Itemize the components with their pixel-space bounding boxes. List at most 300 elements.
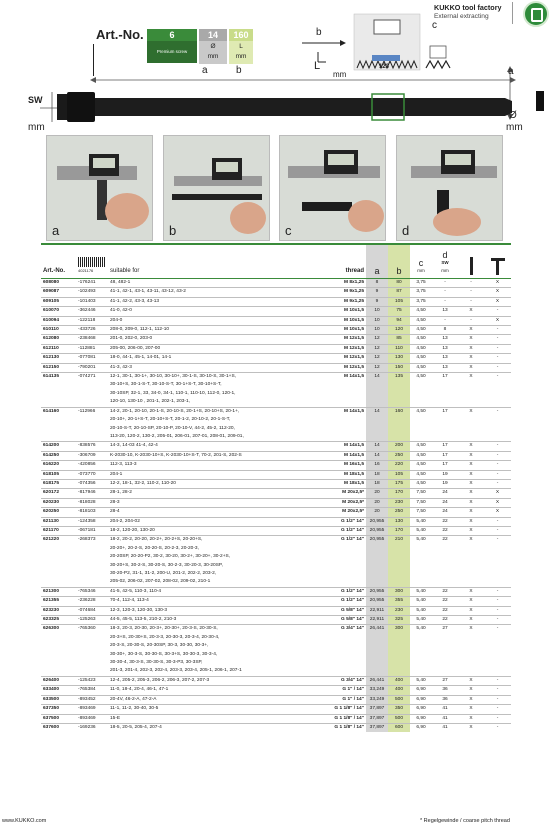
table-row <box>41 470 511 479</box>
thread-size: M 12x1,5 <box>314 344 366 353</box>
mark-handle: - <box>484 597 511 606</box>
art-number: 610070 <box>41 307 76 316</box>
ean-code: -790201 <box>76 363 108 372</box>
spacer <box>388 634 410 642</box>
spacer <box>458 398 484 407</box>
table-row <box>41 344 511 353</box>
thread-size: M 14x1,5 <box>314 373 366 382</box>
spacer <box>484 659 511 667</box>
mark-tip: X <box>458 536 484 545</box>
spacer <box>410 642 432 650</box>
footnote: * Regelgewinde / coarse pitch thread <box>420 818 510 824</box>
thread-size: G 1" / 14" <box>314 686 366 695</box>
spacer <box>388 398 410 407</box>
spacer <box>314 390 366 398</box>
suitable-for: 12-1, 30-1, 30-1+, 30-10, 30-10+, 30-1-S, 30-10-S, 30-1+S, <box>108 373 314 382</box>
table-row <box>41 307 511 316</box>
suitable-for: 30-10SP, 32-1, 33, 34-0, 34-1, 110-1, 110-10, 112-0, 120-1, <box>110 390 236 396</box>
thread-size: G 3/4" 14" <box>314 676 366 685</box>
spacer <box>432 390 458 398</box>
spacer <box>432 545 458 553</box>
ean-code: -073770 <box>76 470 108 479</box>
value-a: 20 <box>366 508 388 517</box>
spacer <box>458 381 484 389</box>
mark-handle: - <box>484 335 511 344</box>
value-b: 110 <box>388 344 410 353</box>
spacer <box>458 570 484 578</box>
art-number: 614135 <box>41 373 76 382</box>
col-d-unit: mm <box>441 268 449 273</box>
value-d: 22 <box>432 597 458 606</box>
spacer <box>484 634 511 642</box>
spacer <box>41 667 76 676</box>
suitable-for: 20-10+, 20-1+S-T, 20-10+S-T, 20-1-2, 20-10-2, 20-1-S-T, <box>110 417 231 423</box>
mark-handle: - <box>484 686 511 695</box>
value-c: 4,50 <box>410 373 432 382</box>
table-row <box>41 373 511 382</box>
spacer <box>314 667 366 676</box>
col-d-sw: SW <box>441 260 449 265</box>
art-number: 612130 <box>41 354 76 363</box>
spacer <box>76 570 108 578</box>
ean-code: -077081 <box>76 354 108 363</box>
value-a: 20,955 <box>366 517 388 526</box>
spacer <box>484 553 511 561</box>
value-b: 170 <box>388 526 410 535</box>
table-row <box>41 489 511 498</box>
table-row <box>41 479 511 488</box>
value-d: 41 <box>432 723 458 732</box>
art-number: 609105 <box>41 297 76 306</box>
table-row <box>41 326 511 335</box>
ean-code: -765346 <box>76 587 108 596</box>
artno-heading: Art.-No. <box>96 27 144 42</box>
value-b: 130 <box>388 354 410 363</box>
table-row <box>41 461 511 470</box>
mark-handle: - <box>484 606 511 615</box>
suitable-for: 14-2, 20-1, 20-10, 20-1-S, 20-10-S, 20-1+S, 20-10+S, 20-1+, <box>108 407 314 416</box>
value-d: 24 <box>432 508 458 517</box>
spacer <box>410 390 432 398</box>
value-a: 22,911 <box>366 616 388 625</box>
spacer <box>458 642 484 650</box>
spacer <box>41 570 76 578</box>
value-d: 27 <box>432 676 458 685</box>
value-b: 135 <box>388 373 410 382</box>
bolt-threaded-shaft <box>95 98 505 116</box>
value-c: 5,40 <box>410 676 432 685</box>
spacer <box>458 425 484 433</box>
table-header-row <box>41 245 511 279</box>
value-c: 4,50 <box>410 470 432 479</box>
table-row <box>41 508 511 517</box>
bolt-flange <box>57 94 67 120</box>
diameter-label: Ø <box>509 110 517 121</box>
suitable-for: 20-3-S, 20-30-S, 20-30SP, 30-3, 30-30, 30-3+, <box>110 643 209 649</box>
value-c: 7,50 <box>410 498 432 507</box>
spacer <box>41 425 76 433</box>
value-a: 20,955 <box>366 587 388 596</box>
suitable-for: 28-3 <box>108 498 314 507</box>
spacer <box>484 651 511 659</box>
ean-code: -176241 <box>76 279 108 288</box>
ean-code: -362446 <box>76 307 108 316</box>
value-d: 17 <box>432 461 458 470</box>
spacer <box>432 570 458 578</box>
ean-code: -112881 <box>76 344 108 353</box>
photo-c <box>279 135 386 241</box>
value-a: 20,955 <box>366 597 388 606</box>
value-c: 5,40 <box>410 536 432 545</box>
value-c: 4,50 <box>410 479 432 488</box>
art-number: 614160 <box>41 407 76 416</box>
spacer <box>432 642 458 650</box>
spacer <box>484 562 511 570</box>
spacer <box>366 433 388 442</box>
spacer <box>484 416 511 424</box>
value-b: 150 <box>388 363 410 372</box>
spacer <box>484 642 511 650</box>
thread-size: M 20x2,5* <box>314 508 366 517</box>
spacer <box>484 545 511 553</box>
photo-letter-d: d <box>402 223 410 238</box>
spacer <box>314 553 366 561</box>
spacer <box>366 381 388 389</box>
spacer <box>76 659 108 667</box>
mark-tip: X <box>458 676 484 685</box>
suitable-for: 20-3+S, 20-30+S, 20-3-3, 20-30-3, 20-3-4, 20-30-4, <box>110 634 220 640</box>
suitable-for: 41-5, 42-5, 110-3, 110-4 <box>108 587 314 596</box>
table-row-continuation <box>41 433 511 442</box>
spacer <box>366 642 388 650</box>
website-link[interactable]: www.KUKKO.com <box>2 818 47 824</box>
value-d: 36 <box>432 695 458 704</box>
mark-handle: - <box>484 373 511 382</box>
ean-code: -169236 <box>76 723 108 732</box>
suitable-for: 112-3, 113-3 <box>108 461 314 470</box>
spacer <box>432 425 458 433</box>
spacer <box>484 433 511 442</box>
mark-tip: X <box>458 373 484 382</box>
value-d: 22 <box>432 616 458 625</box>
mark-tip: X <box>458 508 484 517</box>
spacer <box>41 659 76 667</box>
value-b: 87 <box>388 288 410 297</box>
value-c: 4,50 <box>410 344 432 353</box>
mark-handle: - <box>484 307 511 316</box>
value-b: 80 <box>388 279 410 288</box>
thread-size: M 14x1,5 <box>314 442 366 451</box>
spacer <box>41 433 76 442</box>
spacer <box>76 642 108 650</box>
col-pointed-tip <box>458 245 484 279</box>
spacer <box>388 578 410 587</box>
size-box-b: 14 <box>199 29 227 41</box>
table-row <box>41 316 511 325</box>
mark-tip: - <box>458 279 484 288</box>
mark-tip: - <box>458 316 484 325</box>
value-d: 13 <box>432 344 458 353</box>
value-a: 12 <box>366 344 388 353</box>
thread-size: M 10x1,5 <box>314 307 366 316</box>
value-b: 220 <box>388 461 410 470</box>
value-d: 19 <box>432 479 458 488</box>
art-number: 618105 <box>41 470 76 479</box>
ean-code: -074684 <box>76 606 108 615</box>
value-c: 3,75 <box>410 288 432 297</box>
barcode-number: 4021176 <box>78 268 94 273</box>
a-label: a <box>508 66 514 77</box>
spacer <box>41 398 76 407</box>
suitable-for: 41-1, 42-1, 43-1, 43-11, 43-12, 43-2 <box>108 288 314 297</box>
spacer <box>41 545 76 553</box>
spacer <box>366 390 388 398</box>
suitable-for: 12-3, 120-3, 120-30, 130-3 <box>108 606 314 615</box>
size-box-a: 6 <box>147 29 197 41</box>
mark-tip: X <box>458 686 484 695</box>
value-c: 4,50 <box>410 316 432 325</box>
thread-size: G 1 1/8" / 14" <box>314 705 366 714</box>
spacer <box>410 425 432 433</box>
spacer <box>366 570 388 578</box>
table-row <box>41 442 511 451</box>
col-a: a <box>366 245 388 279</box>
value-c: 4,50 <box>410 363 432 372</box>
value-a: 10 <box>366 316 388 325</box>
value-b: 175 <box>388 479 410 488</box>
suitable-for: 70-4, 112-4, 113-4 <box>108 597 314 606</box>
mark-tip: - <box>458 288 484 297</box>
photo-b <box>163 135 270 241</box>
mark-handle: - <box>484 705 511 714</box>
spacer <box>76 634 108 642</box>
suitable-for: 14-3, 14-03 41-4, 42-4 <box>108 442 314 451</box>
mark-tip: X <box>458 461 484 470</box>
value-d: 17 <box>432 373 458 382</box>
spacer <box>76 433 108 442</box>
suitable-for: 48, 482-1 <box>108 279 314 288</box>
barcode-icon <box>78 257 106 267</box>
spacer <box>484 667 511 676</box>
thread-size: G 1/2" 14" <box>314 536 366 545</box>
value-a: 20 <box>366 489 388 498</box>
art-number: 612080 <box>41 335 76 344</box>
spacer <box>314 381 366 389</box>
ean-code: -433726 <box>76 326 108 335</box>
spacer <box>432 553 458 561</box>
table-row-continuation <box>41 634 511 642</box>
value-b: 300 <box>388 587 410 596</box>
col-t-handle <box>484 245 511 279</box>
art-number: 626300 <box>41 625 76 634</box>
spacer <box>458 562 484 570</box>
mark-tip: X <box>458 597 484 606</box>
suitable-for: 18-0, 44-1, 45-1, 14-01, 14-1 <box>108 354 314 363</box>
value-d: 8 <box>432 326 458 335</box>
col-c-unit: mm <box>417 268 425 273</box>
value-b: 500 <box>388 714 410 723</box>
art-number: 623230 <box>41 606 76 615</box>
thread-size: M 18x1,5 <box>314 479 366 488</box>
spacer <box>314 425 366 433</box>
mark-handle: X <box>484 279 511 288</box>
value-a: 8 <box>366 279 388 288</box>
table-row <box>41 451 511 460</box>
spacer <box>410 381 432 389</box>
table-row <box>41 597 511 606</box>
thread-size: M 20x2,5* <box>314 489 366 498</box>
value-c: 3,75 <box>410 297 432 306</box>
value-a: 37,897 <box>366 723 388 732</box>
spacer <box>432 651 458 659</box>
suitable-for: 15-E <box>108 714 314 723</box>
suitable-for: 41-1, 42-2, 43-3, 43-13 <box>108 297 314 306</box>
photo-d <box>396 135 503 241</box>
col-d <box>432 245 458 279</box>
spacer <box>458 578 484 587</box>
suitable-for: 205-02, 206-02, 207-02, 208-02, 209-02, 210-1 <box>110 579 211 585</box>
mark-handle: - <box>484 517 511 526</box>
art-number: 621130 <box>41 517 76 526</box>
ean-code: -306709 <box>76 451 108 460</box>
value-d: - <box>432 316 458 325</box>
spacer <box>366 634 388 642</box>
mark-handle: - <box>484 442 511 451</box>
suitable-for: 11-0, 18-4, 20-4, 46-1, 47-1 <box>108 686 314 695</box>
spacer <box>41 390 76 398</box>
art-number: 610110 <box>41 326 76 335</box>
spacer <box>458 667 484 676</box>
thread-size: G 1" / 14" <box>314 695 366 704</box>
suitable-for: 201-3, 201-4, 202-3, 202-4, 203-3, 203-4, 205-1, 206-1, 207-1 <box>110 668 242 674</box>
table-row <box>41 288 511 297</box>
spacer <box>366 659 388 667</box>
spacer <box>76 578 108 587</box>
suitable-for: 20-20SP, 20-20-P2, 30-2, 30-20, 30-2+, 30-20+, 30-2+S, <box>110 554 231 560</box>
mm-label: mm <box>333 70 347 79</box>
spacer <box>314 433 366 442</box>
spacer <box>41 634 76 642</box>
art-number: 620172 <box>41 489 76 498</box>
suitable-for: 204-2, 204-02 <box>108 517 314 526</box>
spacer <box>410 433 432 442</box>
photo-letter-c: c <box>285 223 292 238</box>
value-d: - <box>432 279 458 288</box>
spacer <box>366 578 388 587</box>
spacer <box>484 398 511 407</box>
spacer <box>458 634 484 642</box>
mark-tip: X <box>458 517 484 526</box>
table-row <box>41 587 511 596</box>
art-number: 621170 <box>41 526 76 535</box>
mark-tip: X <box>458 489 484 498</box>
ean-code: -268373 <box>76 536 108 545</box>
ean-code: -236228 <box>76 597 108 606</box>
spacer <box>388 570 410 578</box>
thread-size: M 14x1,5 <box>314 451 366 460</box>
value-d: 17 <box>432 442 458 451</box>
value-b: 355 <box>388 597 410 606</box>
spacer <box>76 651 108 659</box>
value-c: 5,40 <box>410 616 432 625</box>
c-label: c <box>432 20 437 31</box>
value-d: 24 <box>432 498 458 507</box>
thread-size: G 1 1/8" / 14" <box>314 723 366 732</box>
spacer <box>458 659 484 667</box>
art-number: 614200 <box>41 442 76 451</box>
value-c: 4,50 <box>410 307 432 316</box>
value-a: 14 <box>366 373 388 382</box>
table-row <box>41 536 511 545</box>
bolt-end-view-icon <box>536 91 544 111</box>
table-row-continuation <box>41 578 511 587</box>
value-d: - <box>432 288 458 297</box>
value-b: 160 <box>388 407 410 416</box>
mark-tip: X <box>458 695 484 704</box>
value-d: 22 <box>432 536 458 545</box>
art-number: 612110 <box>41 344 76 353</box>
art-number: 610094 <box>41 316 76 325</box>
mark-handle: - <box>484 526 511 535</box>
spacer <box>366 545 388 553</box>
table-row-continuation <box>41 570 511 578</box>
value-a: 18 <box>366 470 388 479</box>
value-c: 4,50 <box>410 451 432 460</box>
ean-code: -838576 <box>76 442 108 451</box>
ean-code: -122118 <box>76 316 108 325</box>
value-b: 130 <box>388 517 410 526</box>
spacer <box>458 433 484 442</box>
value-c: 6,90 <box>410 686 432 695</box>
ean-code: -893469 <box>76 714 108 723</box>
spacer <box>410 578 432 587</box>
suitable-for: 208-0, 209-0, 112-1, 112-10 <box>108 326 314 335</box>
table-row <box>41 407 511 416</box>
pointed-tip-icon <box>470 257 473 275</box>
value-c: 4,50 <box>410 442 432 451</box>
spacer <box>432 381 458 389</box>
mark-tip: X <box>458 587 484 596</box>
mark-handle: - <box>484 326 511 335</box>
suitable-for: 18-5, 20-5, 205-4, 207-4 <box>108 723 314 732</box>
spacer <box>366 553 388 561</box>
value-a: 26,441 <box>366 625 388 634</box>
value-d: 19 <box>432 470 458 479</box>
value-b: 94 <box>388 316 410 325</box>
l-label: L <box>314 60 321 72</box>
mark-handle: - <box>484 354 511 363</box>
box-under-a: a <box>202 65 208 76</box>
value-a: 16 <box>366 461 388 470</box>
ean-code: -101403 <box>76 297 108 306</box>
ean-code: -420856 <box>76 461 108 470</box>
value-d: 17 <box>432 451 458 460</box>
spacer <box>76 425 108 433</box>
spacer <box>76 553 108 561</box>
mark-handle: X <box>484 316 511 325</box>
value-b: 250 <box>388 451 410 460</box>
value-c: 5,40 <box>410 597 432 606</box>
col-thread: thread <box>314 245 366 279</box>
mark-tip: X <box>458 326 484 335</box>
brand-name: KUKKO tool factory <box>434 3 502 12</box>
ean-code: -893469 <box>76 705 108 714</box>
col-barcode <box>76 245 108 279</box>
coarse-thread-icon <box>426 61 450 68</box>
unit-mm: mm <box>235 53 247 60</box>
spacer <box>76 390 108 398</box>
thread-size: G 5/8" 14" <box>314 606 366 615</box>
